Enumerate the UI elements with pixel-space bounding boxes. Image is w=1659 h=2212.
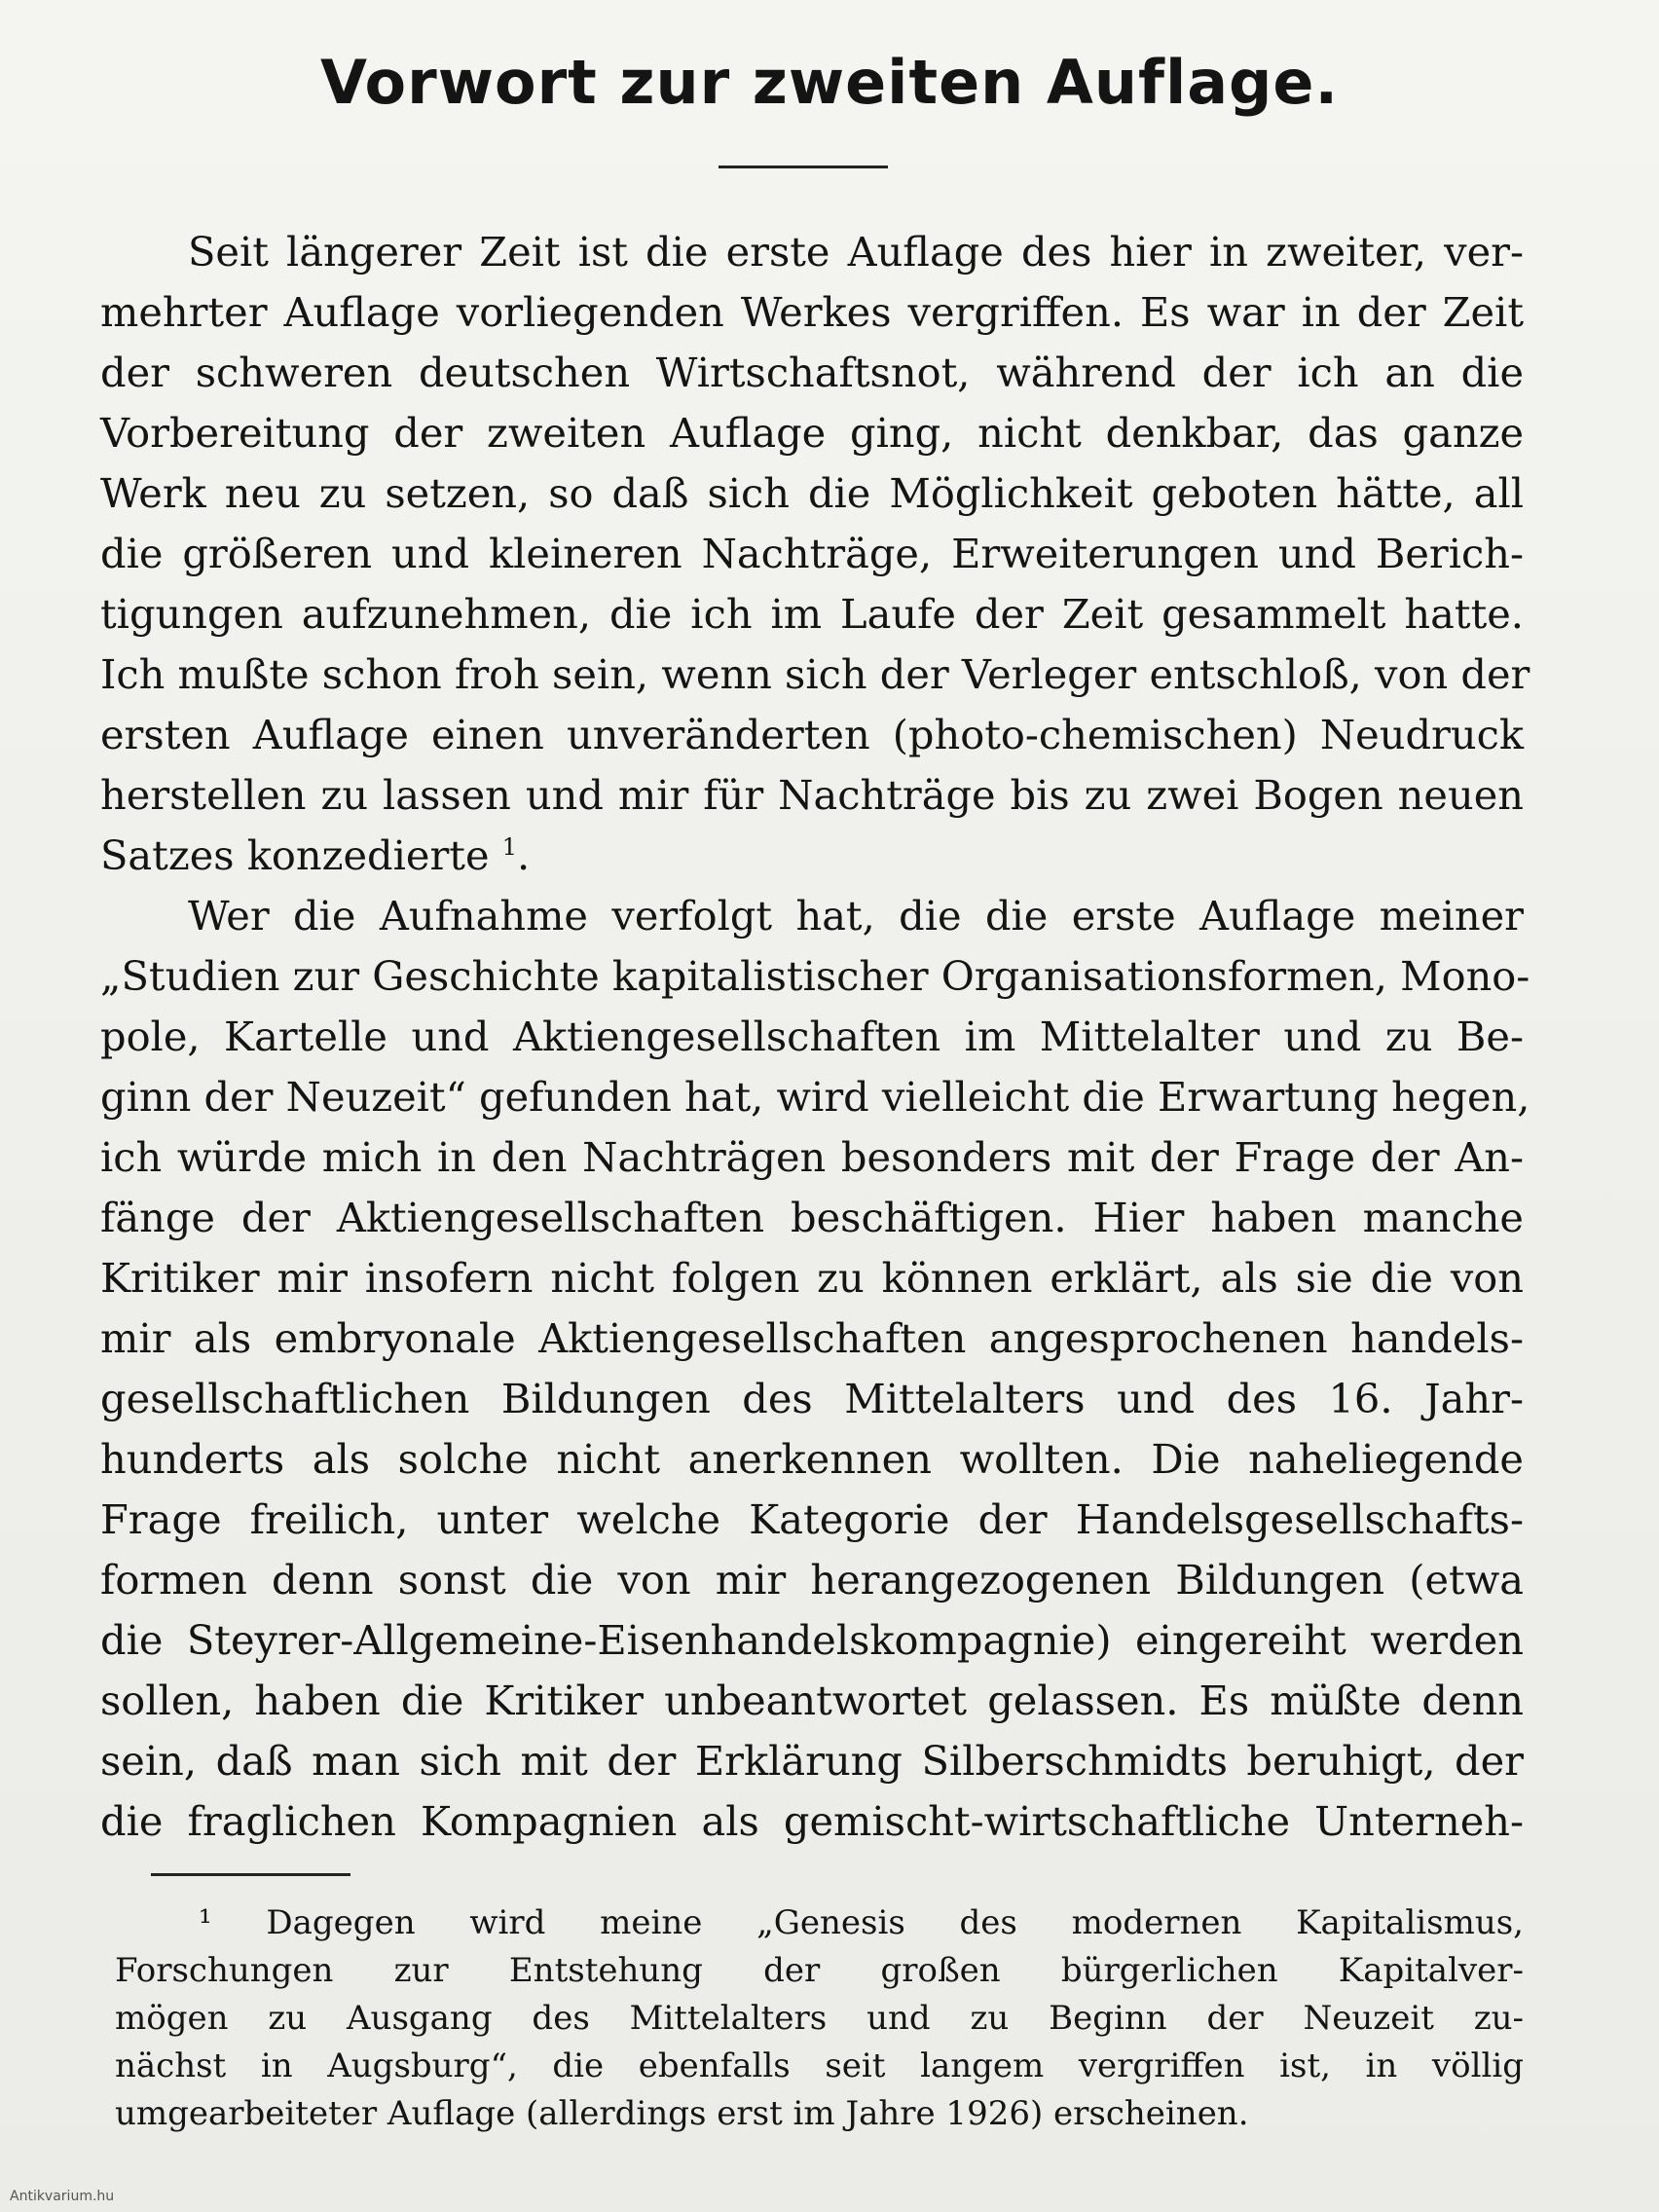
body-line bbox=[100, 403, 1524, 463]
body-line bbox=[100, 946, 1530, 1007]
body-line-text: fänge der Aktiengesellschaften beschäftigen. Hier haben manche bbox=[100, 1194, 1524, 1241]
body-line-text: pole, Kartelle und Aktiengesellschaften im Mittelalter und zu Be- bbox=[100, 1013, 1524, 1060]
body-line-text: ersten Auflage einen unveränderten (photo-chemischen) Neudruck bbox=[100, 711, 1524, 758]
body-line-text: Satzes konzedierte bbox=[100, 831, 490, 879]
footnote-line bbox=[115, 1995, 1524, 2043]
body-line bbox=[100, 1248, 1524, 1309]
body-line-text: Kritiker mir insofern nicht folgen zu können erklärt, als sie die von bbox=[100, 1254, 1524, 1302]
body-line bbox=[100, 705, 1524, 765]
body-line bbox=[100, 1791, 1524, 1852]
body-line bbox=[100, 584, 1524, 645]
body-line bbox=[100, 1429, 1524, 1490]
footnote-line-text: nächst in Augsburg“, die ebenfalls seit langem vergriffen ist, in völlig bbox=[115, 2046, 1524, 2085]
body-line-text: herstellen zu lassen und mir für Nachträge bis zu zwei Bogen neuen bbox=[100, 771, 1524, 819]
footnote-line-text: mögen zu Ausgang des Mittelalters und zu Beginn der Neuzeit zu- bbox=[115, 1999, 1524, 2038]
body-line-text: hunderts als solche nicht anerkennen wollten. Die naheliegende bbox=[100, 1435, 1524, 1483]
body-line-text: Wer die Aufnahme verfolgt hat, die die erste Auflage meiner bbox=[188, 892, 1524, 940]
body-line bbox=[100, 1007, 1524, 1067]
title-divider bbox=[719, 166, 888, 168]
body-line-text: tigungen aufzunehmen, die ich im Laufe der Zeit gesammelt hatte. bbox=[100, 590, 1524, 638]
body-line bbox=[100, 1610, 1524, 1671]
footnote-line bbox=[115, 1899, 1524, 1947]
body-line-text: Seit längerer Zeit ist die erste Auflage des hier in zweiter, ver- bbox=[188, 228, 1524, 276]
body-line-text: ich würde mich in den Nachträgen besonders mit der Frage der An- bbox=[100, 1133, 1524, 1181]
body-line bbox=[100, 1188, 1524, 1248]
body-line bbox=[100, 463, 1524, 524]
body-line-text: gesellschaftlichen Bildungen des Mittelalters und des 16. Jahr- bbox=[100, 1375, 1524, 1422]
body-line bbox=[100, 1731, 1524, 1791]
body-line-text: die Steyrer-Allgemeine-Eisenhandelskompagnie) eingereiht werden bbox=[100, 1616, 1524, 1664]
body-line bbox=[100, 1369, 1524, 1429]
body-line bbox=[100, 282, 1524, 343]
body-text bbox=[100, 222, 1530, 1852]
body-line bbox=[100, 645, 1530, 705]
footnote-divider bbox=[151, 1873, 350, 1876]
body-line bbox=[100, 1490, 1524, 1550]
body-line-text: ginn der Neuzeit“ gefunden hat, wird vielleicht die Erwartung hegen, bbox=[100, 1073, 1530, 1121]
body-line-text: „Studien zur Geschichte kapitalistischer Organisationsformen, Mono- bbox=[100, 952, 1530, 1000]
body-line-text: sollen, haben die Kritiker unbeantwortet gelassen. Es müßte denn bbox=[100, 1677, 1524, 1724]
footnote-line-text: Forschungen zur Entstehung der großen bürgerlichen Kapitalver- bbox=[115, 1951, 1524, 1990]
footnote-reference: 1 bbox=[501, 833, 518, 861]
footnote-line bbox=[115, 1947, 1524, 1995]
body-line-text: Frage freilich, unter welche Kategorie der Handelsgesellschafts- bbox=[100, 1495, 1524, 1543]
footnote bbox=[115, 1899, 1524, 2138]
page-title: Vorwort zur zweiten Auflage. bbox=[319, 47, 1340, 118]
body-line-text: die größeren und kleineren Nachträge, Erweiterungen und Berich- bbox=[100, 530, 1524, 577]
footnote-line bbox=[115, 2043, 1524, 2090]
footnote-line-text: umgearbeiteter Auflage (allerdings erst im Jahre 1926) erscheinen. bbox=[115, 2094, 1249, 2133]
body-line-text: mehrter Auflage vorliegenden Werkes vergriffen. Es war in der Zeit bbox=[100, 288, 1524, 336]
body-line bbox=[100, 1067, 1530, 1127]
body-line-text: Werk neu zu setzen, so daß sich die Möglichkeit geboten hätte, all bbox=[100, 469, 1524, 517]
body-line bbox=[100, 765, 1524, 826]
body-line-text: sein, daß man sich mit der Erklärung Silberschmidts beruhigt, der bbox=[100, 1737, 1524, 1785]
watermark: Antikvarium.hu bbox=[10, 2189, 115, 2204]
body-line bbox=[100, 222, 1524, 282]
body-line bbox=[100, 524, 1524, 584]
body-line bbox=[100, 343, 1524, 403]
footnote-line-text: ¹ Dagegen wird meine „Genesis des modernen Kapitalismus, bbox=[199, 1903, 1524, 1942]
body-line bbox=[100, 886, 1524, 946]
body-line-text: der schweren deutschen Wirtschaftsnot, während der ich an die bbox=[100, 349, 1524, 396]
body-line: Satzes konzedierte $^1$. bbox=[100, 831, 531, 879]
body-line bbox=[100, 1671, 1524, 1731]
body-line-text: die fraglichen Kompagnien als gemischt-wirtschaftliche Unterneh- bbox=[100, 1797, 1524, 1845]
footnote-line bbox=[115, 2090, 1524, 2138]
body-line bbox=[100, 1127, 1524, 1188]
body-line-text: Vorbereitung der zweiten Auflage ging, nicht denkbar, das ganze bbox=[100, 409, 1524, 457]
body-line bbox=[100, 1309, 1524, 1369]
body-line-text: mir als embryonale Aktiengesellschaften angesprochenen handels- bbox=[100, 1314, 1524, 1362]
body-line-text: formen denn sonst die von mir herangezogenen Bildungen (etwa bbox=[100, 1556, 1524, 1604]
body-line-text: Ich mußte schon froh sein, wenn sich der Verleger entschloß, von der bbox=[100, 650, 1530, 698]
body-line bbox=[100, 1550, 1524, 1610]
